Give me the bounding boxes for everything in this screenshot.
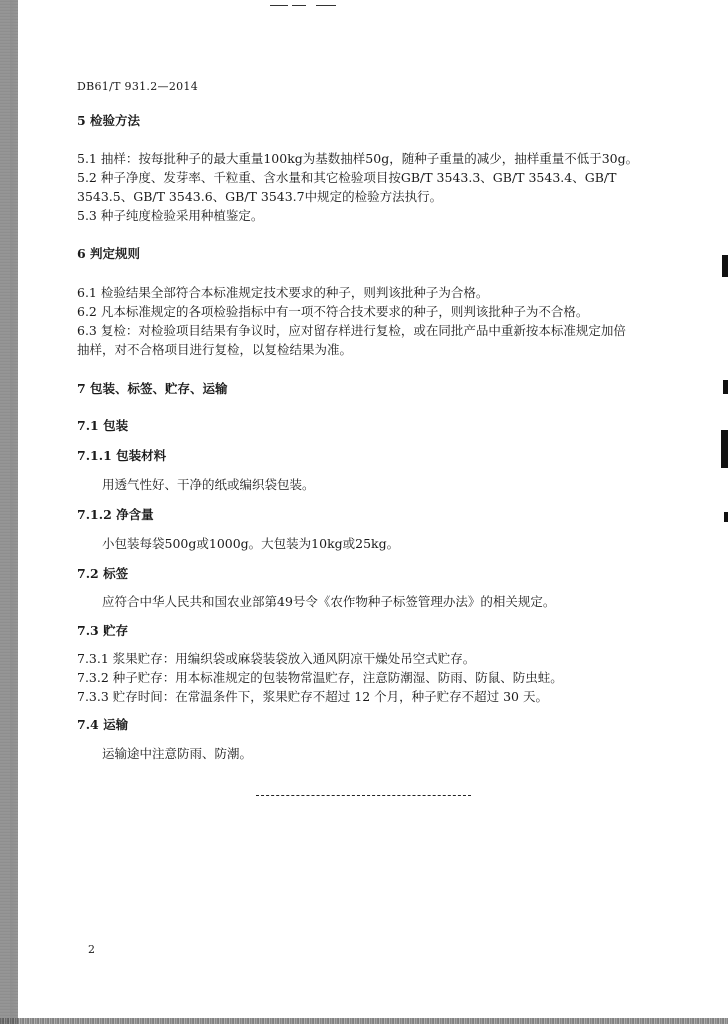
clause-7-1-heading: 7.1 包装 bbox=[77, 418, 129, 433]
section-6-heading: 6 判定规则 bbox=[77, 246, 141, 261]
document-id: DB61/T 931.2—2014 bbox=[77, 80, 199, 93]
clause-7-1-2-body: 小包装每袋500g或1000g。大包装为10kg或25kg。 bbox=[102, 536, 400, 551]
clause-7-3-3: 7.3.3 贮存时间：在常温条件下，浆果贮存不超过 12 个月，种子贮存不超过 30 天。 bbox=[77, 689, 548, 704]
end-of-document-rule bbox=[256, 795, 471, 796]
clause-7-3-1: 7.3.1 浆果贮存：用编织袋或麻袋装袋放入通风阴凉干燥处吊空式贮存。 bbox=[77, 651, 476, 666]
clause-6-3-line1: 6.3 复检：对检验项目结果有争议时，应对留存样进行复检，或在同批产品中重新按本标准规定加倍 bbox=[77, 323, 626, 338]
clause-6-2: 6.2 凡本标准规定的各项检验指标中有一项不符合技术要求的种子，则判该批种子为不合格。 bbox=[77, 304, 589, 319]
clause-6-1: 6.1 检验结果全部符合本标准规定技术要求的种子，则判该批种子为合格。 bbox=[77, 285, 489, 300]
page-number: 2 bbox=[88, 943, 95, 956]
clause-7-1-1-heading: 7.1.1 包装材料 bbox=[77, 448, 167, 463]
clause-5-2-line1: 5.2 种子净度、发芽率、千粒重、含水量和其它检验项目按GB/T 3543.3、GB/T 3543.4、GB/T bbox=[77, 170, 617, 185]
clause-6-3-line2: 抽样，对不合格项目进行复检，以复检结果为准。 bbox=[77, 342, 353, 357]
scan-bottom-edge bbox=[0, 1018, 728, 1024]
clause-7-3-heading: 7.3 贮存 bbox=[77, 623, 129, 638]
clause-5-3: 5.3 种子纯度检验采用种植鉴定。 bbox=[77, 208, 264, 223]
clause-7-2-heading: 7.2 标签 bbox=[77, 566, 129, 581]
clause-7-1-2-heading: 7.1.2 净含量 bbox=[77, 507, 154, 522]
clause-7-3-2: 7.3.2 种子贮存：用本标准规定的包装物常温贮存，注意防潮湿、防雨、防鼠、防虫蛀。 bbox=[77, 670, 563, 685]
clause-7-4-heading: 7.4 运输 bbox=[77, 717, 129, 732]
scan-edge-left bbox=[0, 0, 18, 1024]
scan-top-marks bbox=[270, 5, 340, 7]
clause-5-2-line2: 3543.5、GB/T 3543.6、GB/T 3543.7中规定的检验方法执行。 bbox=[77, 189, 443, 204]
clause-7-4-body: 运输途中注意防雨、防潮。 bbox=[102, 746, 253, 761]
section-7-heading: 7 包装、标签、贮存、运输 bbox=[77, 381, 228, 396]
clause-7-1-1-body: 用透气性好、干净的纸或编织袋包装。 bbox=[102, 477, 315, 492]
clause-5-1: 5.1 抽样：按每批种子的最大重量100kg为基数抽样50g，随种子重量的减少，抽样重量不低于30g。 bbox=[77, 151, 639, 166]
section-5-heading: 5 检验方法 bbox=[77, 113, 141, 128]
clause-7-2-body: 应符合中华人民共和国农业部第49号令《农作物种子标签管理办法》的相关规定。 bbox=[102, 594, 556, 609]
